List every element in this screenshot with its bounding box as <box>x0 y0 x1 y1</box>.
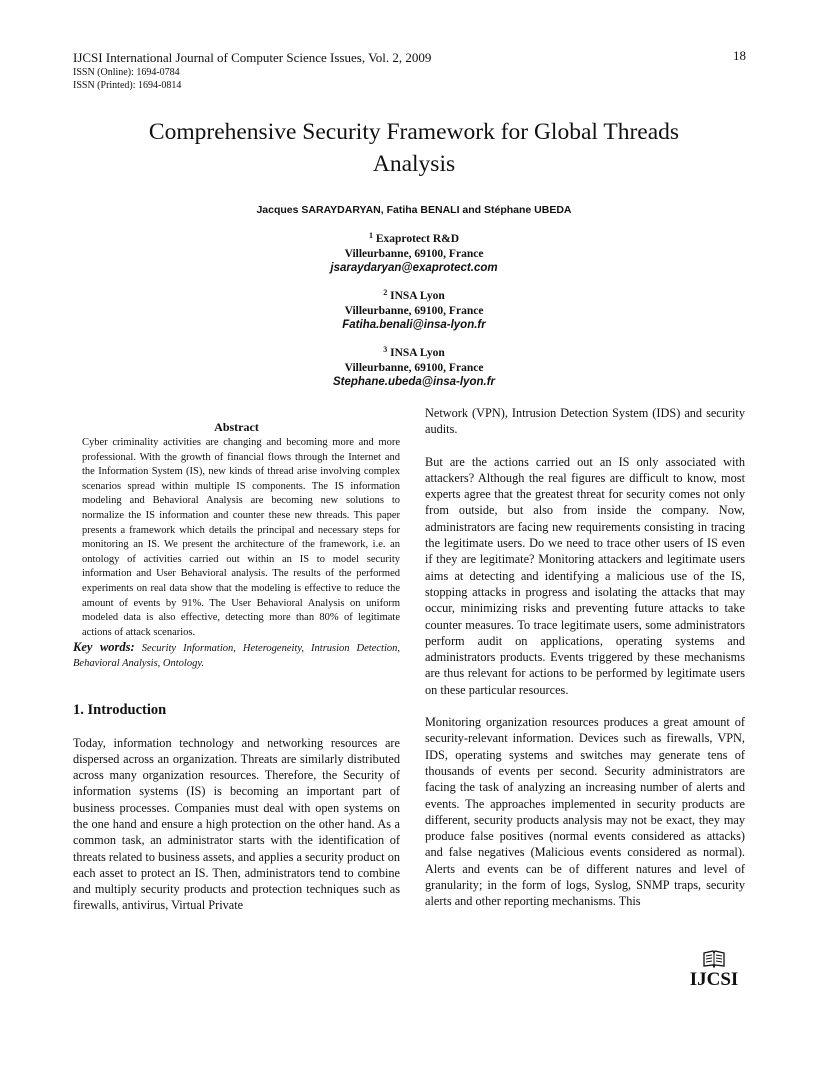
right-paragraph-1: But are the actions carried out an IS only associated with attackers? Although the real figures are difficult to know, most experts agree that the greatest threat for security comes not only from outside, but also from inside the company. Now, administrators are facing new requirements consisting in tracing the legitimate users. Do we need to trace other users of IS even if they are legitimate? Monitoring attackers and legitimate users aims at detecting and identifying a malicious use of the IS, stopping attacks in progress and isolating the attacks that may occur, minimizing risks and preventing future attacks to take counter measures. To trace legitimate users, some administrators perform audit on applications, operating systems and administrators products. Events triggered by these mechanisms are thus relevant for actions to be performed by legitimate users on these particular resources. <box>425 454 745 697</box>
issn-printed: ISSN (Printed): 1694-0814 <box>73 80 182 91</box>
author-list: Jacques SARAYDARYAN, Fatiha BENALI and Stéphane UBEDA <box>256 204 572 216</box>
keywords-label: Key words: <box>73 640 135 655</box>
affiliation-3 <box>160 346 668 390</box>
affiliation-number: 3 <box>383 345 388 354</box>
affiliation-1 <box>160 232 668 276</box>
affiliation-org: Exaprotect R&D <box>375 233 460 245</box>
affiliation-address: Villeurbanne, 69100, France <box>344 361 484 374</box>
abstract-heading: Abstract <box>214 420 259 434</box>
affiliation-number: 2 <box>383 288 388 297</box>
keywords <box>73 640 400 671</box>
title-line-1: Comprehensive Security Framework for Global Threads <box>148 119 680 145</box>
affiliation-org: INSA Lyon <box>390 290 445 302</box>
page-number: 18 <box>733 48 746 63</box>
right-paragraph-0: Network (VPN), Intrusion Detection System (IDS) and security audits. <box>425 406 745 437</box>
open-book-icon <box>703 950 725 968</box>
abstract-text: Cyber criminality activities are changing and becoming more and more professional. With the growth of financial flows through the Internet and the Information System (IS), new kinds of thread arise involving complex scenarios spread within multiple IS components. The IS information modeling and Behavioral Analysis are becoming new solutions to normalize the IS information and counter these new threads. This paper presents a framework which details the principal and necessary steps for monitoring an IS. We present the architecture of the framework, i.e. an ontology of activities carried out within an IS to model security information and User Behavioral analysis. The results of the performed experiments on real data show that the modeling is effective to reduce the amount of events by 91%. The User Behavioral Analysis on uniform modeled data is also effective, detecting more than 80% of legitimate actions of attack scenarios. <box>82 437 400 638</box>
section-heading-introduction: 1. Introduction <box>73 701 167 718</box>
affiliation-address: Villeurbanne, 69100, France <box>344 304 484 317</box>
affiliation-2 <box>160 289 668 333</box>
journal-name: IJCSI International Journal of Computer Science Issues, Vol. 2, 2009 <box>73 50 432 65</box>
affiliation-email[interactable]: jsaraydaryan@exaprotect.com <box>330 262 498 274</box>
affiliation-email[interactable]: Stephane.ubeda@insa-lyon.fr <box>332 376 496 388</box>
journal-logo <box>684 950 744 990</box>
affiliation-address: Villeurbanne, 69100, France <box>344 247 484 260</box>
affiliation-email[interactable]: Fatiha.benali@insa-lyon.fr <box>342 319 486 331</box>
paper-title <box>60 116 768 180</box>
keywords-text: Security Information, Heterogeneity, Intrusion Detection, Behavioral Analysis, Ontology. <box>73 643 400 669</box>
affiliation-org: INSA Lyon <box>390 347 445 359</box>
intro-paragraph-1: Today, information technology and networking resources are dispersed across an organization. Threats are similarly distributed across many organization resources. Therefore, the Security of information systems (IS) is becoming an important part of business processes. Companies must deal with open systems on the one hand and ensure a high protection on the other hand. As a common task, an administrator starts with the identification of threats related to business assets, and applies a security product on each asset to protect an IS. Then, administrators tend to combine and multiply security products and protection techniques such as firewalls, antivirus, Virtual Private <box>73 735 400 913</box>
title-line-2: Analysis <box>372 151 456 177</box>
issn-online: ISSN (Online): 1694-0784 <box>73 67 180 78</box>
logo-text: IJCSI <box>689 969 739 990</box>
right-column <box>425 405 745 926</box>
left-column <box>73 420 400 914</box>
affiliation-number: 1 <box>368 231 373 240</box>
running-header <box>73 50 753 92</box>
right-paragraph-2: Monitoring organization resources produces a great amount of security-relevant information. Devices such as firewalls, VPN, IDS, operating systems and switches may generate tens of thousands of events per second. Security administrators are facing the task of analyzing an increasing number of alerts and events. The approaches implemented in security products are different, security products analysis may not be exact, they may produce false positives (normal events considered as attacks) and false negatives (Malicious events considered as normal). Alerts and events can be of different natures and level of granularity; in the form of logs, Syslog, SNMP traps, security alerts and other reporting mechanisms. This <box>425 715 745 909</box>
